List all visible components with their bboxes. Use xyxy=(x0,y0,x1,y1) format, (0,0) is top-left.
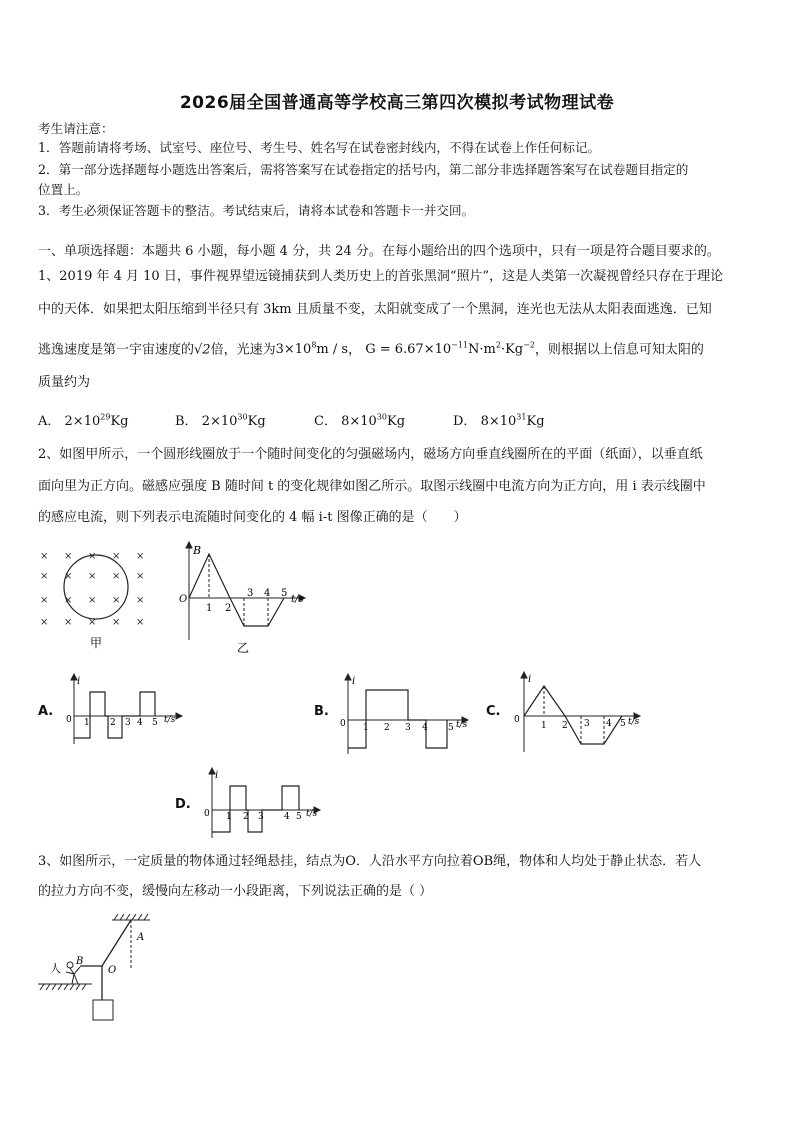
svg-text:5: 5 xyxy=(296,812,302,822)
svg-text:5: 5 xyxy=(281,588,288,599)
sqrt2: √2 xyxy=(194,342,211,358)
svg-text:2: 2 xyxy=(225,603,232,614)
svg-text:×: × xyxy=(88,571,97,582)
svg-text:3: 3 xyxy=(125,718,131,728)
svg-text:×: × xyxy=(64,571,73,582)
svg-text:×: × xyxy=(112,551,121,562)
svg-text:×: × xyxy=(40,595,49,606)
svg-text:4: 4 xyxy=(422,723,428,733)
svg-text:×: × xyxy=(88,551,97,562)
svg-text:×: × xyxy=(64,617,73,628)
svg-text:5: 5 xyxy=(620,719,626,729)
q2-option-a[interactable]: A. xyxy=(38,704,54,719)
q2-option-b[interactable]: B. xyxy=(314,704,329,719)
svg-text:5: 5 xyxy=(448,723,454,733)
svg-text:乙: 乙 xyxy=(237,641,250,655)
svg-text:2: 2 xyxy=(110,718,116,728)
graph-d xyxy=(200,766,330,846)
coil-field-figure xyxy=(36,545,156,655)
svg-text:O: O xyxy=(108,965,117,976)
svg-text:×: × xyxy=(88,617,97,628)
q2-option-d[interactable]: D. xyxy=(175,797,191,812)
q3-line: 的拉力方向不变，缓慢向左移动一小段距离，下列说法正确的是（ ） xyxy=(38,884,433,899)
svg-text:t/s: t/s xyxy=(628,717,640,727)
rope-figure xyxy=(36,912,176,1027)
q2-line: 的感应电流，则下列表示电流随时间变化的 4 幅 i-t 图像正确的是（ ） xyxy=(38,510,467,525)
svg-text:×: × xyxy=(112,617,121,628)
svg-text:A: A xyxy=(137,932,145,943)
q1-text: ，则根据以上信息可知太阳的 xyxy=(534,342,704,358)
svg-text:i: i xyxy=(215,770,219,781)
svg-text:×: × xyxy=(64,551,73,562)
graph-b xyxy=(336,672,476,757)
svg-text:2: 2 xyxy=(243,812,249,822)
svg-text:4: 4 xyxy=(264,588,271,599)
q1-line: 中的天体．如果把太阳压缩到半径只有 3km 且质量不变，太阳就变成了一个黑洞，连光也无法从太阳表面逃逸．已知 xyxy=(38,302,712,317)
q2-line: 2、如图甲所示，一个圆形线圈放于一个随时间变化的匀强磁场内，磁场方向垂直线圈所在的平面（纸面），以垂直纸 xyxy=(38,447,703,462)
svg-text:i: i xyxy=(77,676,81,687)
q1-option-c[interactable]: C． $8\times 10^{30}Kg$ xyxy=(314,412,406,429)
svg-text:3: 3 xyxy=(584,719,590,729)
coil xyxy=(64,555,128,619)
b-t-graph xyxy=(175,540,315,660)
q1-text: 逃逸速度是第一宇宙速度的 xyxy=(38,342,195,358)
svg-text:×: × xyxy=(136,595,145,606)
svg-text:B: B xyxy=(193,544,202,557)
svg-text:t/s: t/s xyxy=(291,594,304,605)
svg-text:×: × xyxy=(136,617,145,628)
fig-caption-jia: 甲 xyxy=(90,636,103,650)
q2-option-c[interactable]: C. xyxy=(486,704,501,719)
svg-text:×: × xyxy=(112,595,121,606)
svg-text:2: 2 xyxy=(562,721,568,731)
q1-line: 1、2019 年 4 月 10 日，事件视界望远镜捕获到人类历史上的首张黑洞“照片”，这是人类第一次凝视曾经只存在于理论 xyxy=(38,269,724,284)
svg-text:i: i xyxy=(352,676,356,687)
svg-text:×: × xyxy=(64,595,73,606)
q1-line: 质量约为 xyxy=(38,375,91,390)
q1-line-formula: 逃逸速度是第一宇宙速度的√2倍，光速为$3\times 10^8m / s$， $G = 6.67\times 10^{-11}N\cdot m^2\cdot Kg^{-2}$，则根据以上信息可知太阳的 xyxy=(38,341,704,358)
svg-text:×: × xyxy=(136,551,145,562)
svg-text:i: i xyxy=(528,674,532,685)
notice-item: 3．考生必须保证答题卡的整洁。考试结束后，请将本试卷和答题卡一并交回。 xyxy=(38,203,475,218)
svg-text:1: 1 xyxy=(206,603,213,614)
svg-text:t/s: t/s xyxy=(164,715,176,725)
svg-text:1: 1 xyxy=(541,721,547,731)
svg-text:4: 4 xyxy=(284,812,290,822)
svg-text:3: 3 xyxy=(247,588,254,599)
ground-hatch xyxy=(40,984,86,990)
q1-option-a[interactable]: A． $2\times 10^{29}Kg$ xyxy=(38,412,129,429)
svg-text:3: 3 xyxy=(258,812,264,822)
svg-text:×: × xyxy=(136,571,145,582)
q3-line: 3、如图所示，一定质量的物体通过轻绳悬挂，结点为O．人沿水平方向拉着OB绳，物体和人均处于静止状态．若人 xyxy=(38,854,702,869)
svg-text:人: 人 xyxy=(50,962,61,975)
svg-text:1: 1 xyxy=(84,718,90,728)
svg-text:1: 1 xyxy=(226,812,232,822)
graph-c xyxy=(510,670,650,755)
notice-item: 1．答题前请将考场、试室号、座位号、考生号、姓名写在试卷密封线内，不得在试卷上作任何标记。 xyxy=(38,140,601,155)
field-crosses xyxy=(40,551,144,628)
q1-text: 倍，光速为 xyxy=(210,342,276,358)
svg-text:×: × xyxy=(40,617,49,628)
svg-text:×: × xyxy=(112,571,121,582)
graph-a xyxy=(64,672,194,752)
svg-text:0: 0 xyxy=(514,715,520,725)
gravity-constant: $G = 6.67\times 10^{-11}N\cdot m^2\cdot Kg^{-2}$ xyxy=(365,341,535,358)
page-title: 2026届全国普通高等学校高三第四次模拟考试物理试卷 xyxy=(179,93,615,113)
svg-text:0: 0 xyxy=(204,809,210,819)
notice-heading: 考生请注意： xyxy=(38,121,114,136)
section-heading: 一、单项选择题：本题共 6 小题，每小题 4 分，共 24 分。在每小题给出的四个选项中，只有一项是符合题目要求的。 xyxy=(38,244,720,259)
notice-item: 位置上。 xyxy=(38,182,89,197)
svg-text:4: 4 xyxy=(137,718,143,728)
svg-text:B: B xyxy=(76,956,84,967)
svg-text:0: 0 xyxy=(66,715,72,725)
svg-text:t/s: t/s xyxy=(456,720,468,730)
q1-option-b[interactable]: B． $2\times 10^{30}Kg$ xyxy=(175,412,266,429)
svg-text:1: 1 xyxy=(363,723,369,733)
svg-text:×: × xyxy=(40,551,49,562)
svg-text:×: × xyxy=(40,571,49,582)
svg-text:5: 5 xyxy=(152,718,158,728)
light-speed: $3\times 10^8m / s$ xyxy=(275,341,349,358)
svg-text:0: 0 xyxy=(340,719,346,729)
svg-text:×: × xyxy=(88,595,97,606)
ceiling-hatch xyxy=(114,914,148,920)
svg-text:O: O xyxy=(179,594,188,605)
q1-option-d[interactable]: D． $8\times 10^{31}Kg$ xyxy=(453,412,545,429)
svg-text:3: 3 xyxy=(405,723,411,733)
notice-item: 2．第一部分选择题每小题选出答案后，需将答案写在试卷指定的括号内，第二部分非选择题答案写在试卷题目指定的 xyxy=(38,162,689,177)
svg-text:4: 4 xyxy=(606,719,612,729)
svg-text:t/s: t/s xyxy=(306,809,318,819)
q2-line: 面向里为正方向。磁感应强度 B 随时间 t 的变化规律如图乙所示。取图示线圈中电流方向为正方向，用 i 表示线圈中 xyxy=(38,479,706,494)
svg-text:2: 2 xyxy=(384,723,390,733)
